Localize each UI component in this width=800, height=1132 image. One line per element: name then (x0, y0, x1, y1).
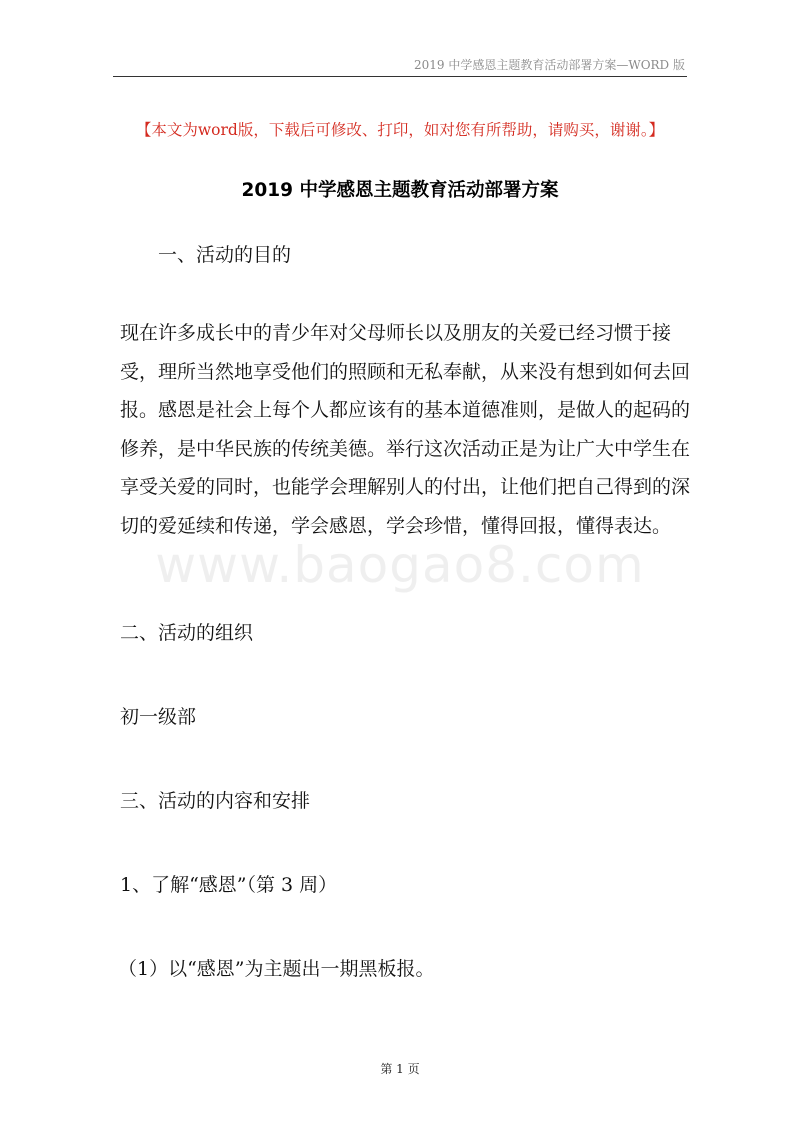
paragraph-line: 受，理所当然地享受他们的照顾和无私奉献，从来没有想到如何去回 (120, 360, 691, 383)
item-1-heading: 1、了解“感恩”（第 3 周） (120, 874, 338, 896)
section-1-paragraph (120, 314, 692, 545)
paragraph-line: 享受关爱的同时，也能学会理解别人的付出，让他们把自己得到的深 (120, 476, 691, 498)
section-3-heading: 三、活动的内容和安排 (120, 790, 311, 812)
page-number: 第 1 页 (380, 1062, 420, 1076)
paragraph-line: 现在许多成长中的青少年对父母师长以及朋友的关爱已经习惯于接 (120, 322, 672, 344)
section-2-heading: 二、活动的组织 (120, 622, 254, 644)
paragraph-line: 切的爱延续和传递，学会感恩，学会珍惜，懂得回报，懂得表达。 (120, 514, 672, 537)
purchase-notice: 【本文为word版，下载后可修改、打印，如对您有所帮助，请购买，谢谢。】 (135, 121, 665, 139)
header-divider (113, 76, 687, 77)
document-title: 2019 中学感恩主题教育活动部署方案 (241, 180, 559, 201)
item-1-subitem-1: （1）以“感恩”为主题出一期黑板报。 (118, 958, 435, 980)
running-header: 2019 中学感恩主题教育活动部署方案—WORD 版 (414, 58, 685, 72)
paragraph-line: 修养，是中华民族的传统美德。举行这次活动正是为让广大中学生在 (120, 437, 691, 460)
section-1-heading: 一、活动的目的 (158, 244, 292, 266)
section-2-body: 初一级部 (120, 706, 197, 728)
paragraph-line: 报。感恩是社会上每个人都应该有的基本道德准则，是做人的起码的 (120, 399, 691, 421)
watermark: www.baogao8.com (155, 536, 645, 594)
